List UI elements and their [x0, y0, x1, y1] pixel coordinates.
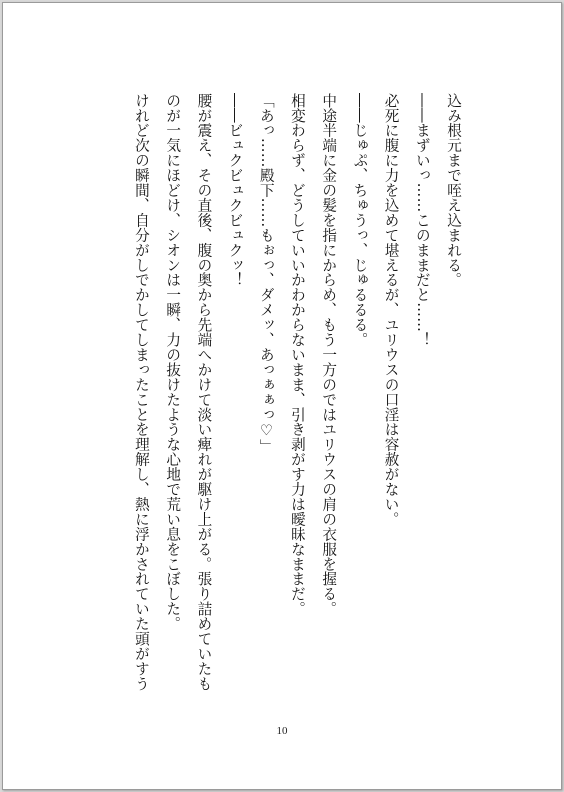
text-line: ――じゅぷ、ちゅうっ、じゅるるる。 [351, 93, 369, 348]
document-page [2, 2, 562, 790]
page-number: 10 [276, 725, 288, 737]
text-line: 込み根元まで咥え込まれる。 [445, 93, 462, 288]
text-line: 腰が震え、その直後、腹の奥から先端へかけて淡い痺れが駆け上がる。張り詰めていたも [195, 93, 213, 691]
text-line: ――ビュクビュクビュクッ！ [226, 93, 244, 288]
text-line: 相変わらず、どうしていいかわからないまま、引き剥がす力は曖昧なままだ。 [288, 93, 306, 617]
text-line: ――まずいっ……このままだと……！ [413, 93, 431, 348]
text-line: 必死に腹に力を込めて堪えるが、ユリウスの口淫は容赦がない。 [382, 93, 400, 527]
text-line: のが一気にほどけ、シオンは一瞬、力の抜けたような心地で荒い息をこぼした。 [164, 93, 182, 632]
vertical-text-body [126, 93, 469, 713]
text-line: けれど次の瞬間、自分がしでかしてしまったことを理解し、熱に浮かされていた頭がすう [132, 93, 150, 691]
text-line: 「あっ……殿下……もぉっ、ダメッ、あっぁぁっ♡」 [257, 93, 275, 455]
text-line: 中途半端に金の髪を指にからめ、もう一方のではユリウスの肩の衣服を握る。 [320, 93, 338, 617]
